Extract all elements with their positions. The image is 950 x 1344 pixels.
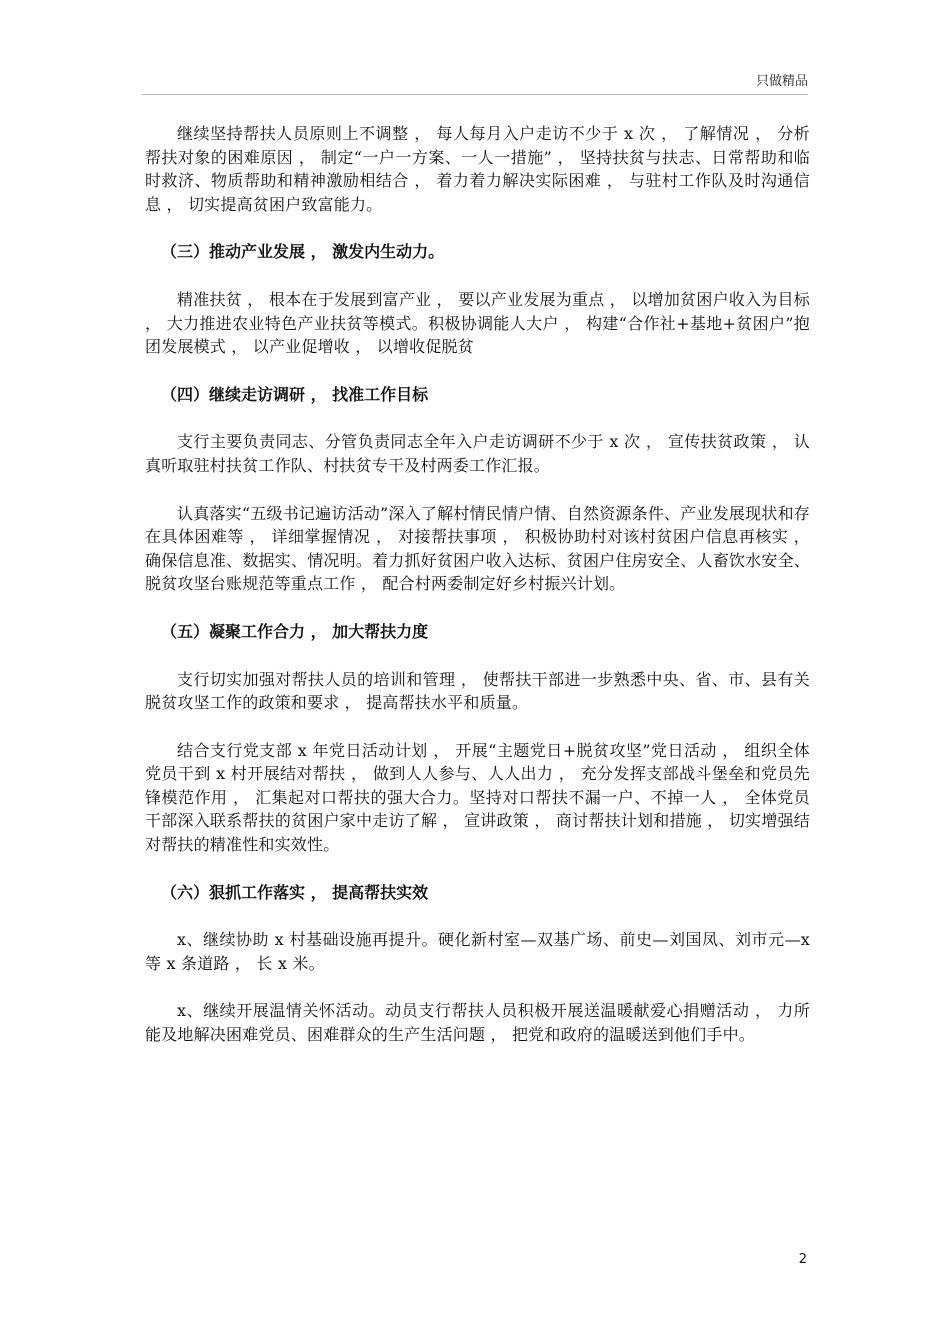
section-heading-4: （四）继续走访调研 ， 找准工作目标 [161,384,429,404]
paragraph: 认真落实“五级书记遍访活动”深入了解村情民情户情、自然资源条件、产业发展现状和存在具体困难等 ， 详细掌握情况 ， 对接帮扶事项 ， 积极协助村对该村贫困户信息再核实 ， 确保信息准、数据实、情况明。着力抓好贫困户收入达标、贫困户住房安全、人畜饮水安全、脱贫攻坚台账规范等重点工作 ， 配合村两委制定好乡村振兴计划。 [145,503,810,594]
section-heading-6: （六）狠抓工作落实 ， 提高帮扶实效 [161,882,429,902]
paragraph: 结合支行党支部 x 年党日活动计划 ， 开展“主题党日+脱贫攻坚”党日活动 ， 组织全体党员干到 x 村开展结对帮扶 ， 做到人人参与、人人出力 ， 充分发挥支部战斗堡垒和党员先锋模范作用 ， 汇集起对口帮扶的强大合力。坚持对口帮扶不漏一户、不掉一人 ， 全体党员干部深入联系帮扶的贫困户家中走访了解 ， 宣讲政策 ， 商讨帮扶计划和措施 ， 切实增强结对帮扶的精准性和实效性。 [145,740,810,855]
paragraph: 支行切实加强对帮扶人员的培训和管理 ， 使帮扶干部进一步熟悉中央、省、市、县有关脱贫攻坚工作的政策和要求 ， 提高帮扶水平和质量。 [145,669,810,713]
paragraph: x、继续开展温情关怀活动。动员支行帮扶人员积极开展送温暖献爱心捐赠活动 ， 力所能及地解决困难党员、困难群众的生产生活问题 ， 把党和政府的温暖送到他们手中。 [145,1001,810,1045]
header-divider [142,94,808,95]
section-heading-5: （五）凝聚工作合力 ， 加大帮扶力度 [161,621,429,641]
document-body [145,122,810,1071]
paragraph: 精准扶贫 ， 根本在于发展到富产业 ， 要以产业发展为重点 ， 以增加贫困户收入为目标 ， 大力推进农业特色产业扶贫等模式。积极协调能人大户 ， 构建“合作社+基地+贫困户”抱团发展模式 ， 以产业促增收 ， 以增收促脱贫 [145,289,810,357]
section-heading-3: （三）推动产业发展 ， 激发内生动力。 [161,242,445,262]
paragraph: 继续坚持帮扶人员原则上不调整 ， 每人每月入户走访不少于 x 次 ， 了解情况 ， 分析帮扶对象的困难原因 ， 制定“一户一方案、一人一措施” ， 坚持扶贫与扶志、日常帮助和临时救济、物质帮助和精神激励相结合 ， 着力着力解决实际困难 ， 与驻村工作队及时沟通信息 ， 切实提高贫困户致富能力。 [145,124,810,214]
paragraph: x、继续协助 x 村基础设施再提升。硬化新村室—双基广场、前史—刘国凤、刘市元—x 等 x 条道路 ， 长 x 米。 [145,930,810,973]
page-number: 2 [798,1252,807,1267]
page-header-label: 只做精品 [755,74,808,89]
paragraph: 支行主要负责同志、分管负责同志全年入户走访调研不少于 x 次 ， 宣传扶贫政策 ， 认真听取驻村扶贫工作队、村扶贫专干及村两委工作汇报。 [145,432,810,475]
